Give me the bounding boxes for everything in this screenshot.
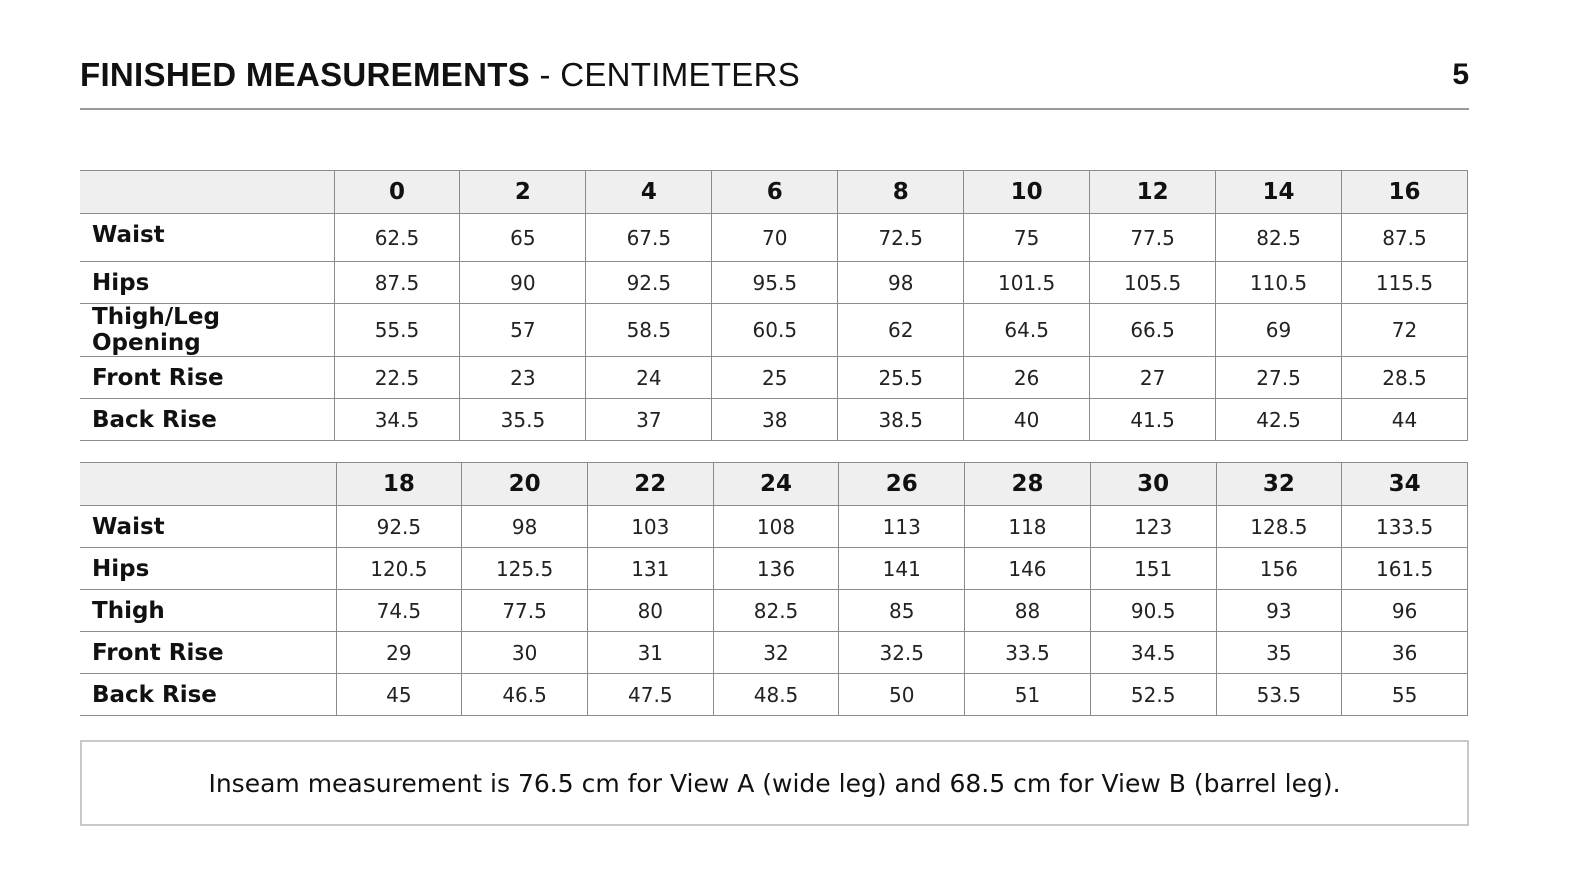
row-label: Waist [80,214,334,262]
table-row [80,262,1468,304]
measurement-cell: 46.5 [462,674,588,716]
measurement-cell: 24 [586,357,712,399]
measurement-cell: 47.5 [587,674,713,716]
size-header: 18 [336,463,462,506]
measurement-cell: 110.5 [1216,262,1342,304]
measurement-cell: 64.5 [964,304,1090,357]
size-header: 10 [964,171,1090,214]
table-header-row [80,171,1468,214]
measurement-cell: 87.5 [1342,214,1468,262]
measurement-cell: 108 [713,506,839,548]
measurement-cell: 69 [1216,304,1342,357]
measurement-cell: 92.5 [336,506,462,548]
size-header: 32 [1216,463,1342,506]
inseam-note-text: Inseam measurement is 76.5 cm for View A (wide leg) and 68.5 cm for View B (barrel leg). [208,768,1341,798]
measurement-cell: 41.5 [1090,399,1216,441]
size-header: 34 [1342,463,1468,506]
table-row [80,506,1468,548]
size-header: 16 [1342,171,1468,214]
title-unit: - CENTIMETERS [530,56,801,93]
inseam-note [80,740,1469,826]
measurement-cell: 72.5 [838,214,964,262]
measurement-cell: 27 [1090,357,1216,399]
measurement-cell: 115.5 [1342,262,1468,304]
measurement-cell: 38 [712,399,838,441]
measurement-cell: 146 [965,548,1091,590]
measurement-cell: 118 [965,506,1091,548]
measurement-cell: 55 [1342,674,1468,716]
row-label: Thigh/Leg Opening [80,304,334,357]
measurement-cell: 72 [1342,304,1468,357]
size-header: 2 [460,171,586,214]
size-header: 22 [587,463,713,506]
measurement-cell: 113 [839,506,965,548]
table-row [80,304,1468,357]
measurement-cell: 36 [1342,632,1468,674]
measurement-cell: 88 [965,590,1091,632]
size-header: 12 [1090,171,1216,214]
size-header: 24 [713,463,839,506]
measurement-cell: 25.5 [838,357,964,399]
row-label: Hips [80,548,336,590]
measurement-cell: 161.5 [1342,548,1468,590]
size-header: 4 [586,171,712,214]
size-header: 14 [1216,171,1342,214]
row-label: Thigh [80,590,336,632]
title-bold: FINISHED MEASUREMENTS [80,56,530,93]
table-row [80,548,1468,590]
size-header: 26 [839,463,965,506]
size-header: 8 [838,171,964,214]
measurement-cell: 101.5 [964,262,1090,304]
measurement-cell: 136 [713,548,839,590]
measurements-table-sizes-0-16 [80,170,1468,441]
measurement-cell: 23 [460,357,586,399]
table-row [80,214,1468,262]
measurement-cell: 35 [1216,632,1342,674]
table-row [80,357,1468,399]
measurement-cell: 125.5 [462,548,588,590]
measurement-cell: 75 [964,214,1090,262]
measurement-cell: 52.5 [1090,674,1216,716]
measurement-cell: 123 [1090,506,1216,548]
table-row [80,590,1468,632]
measurement-cell: 141 [839,548,965,590]
measurement-cell: 50 [839,674,965,716]
measurement-cell: 98 [462,506,588,548]
size-header: 20 [462,463,588,506]
row-label: Hips [80,262,334,304]
measurement-cell: 30 [462,632,588,674]
measurement-cell: 57 [460,304,586,357]
measurement-cell: 29 [336,632,462,674]
measurement-cell: 85 [839,590,965,632]
measurement-cell: 32 [713,632,839,674]
measurement-cell: 67.5 [586,214,712,262]
measurement-cell: 105.5 [1090,262,1216,304]
measurement-cell: 28.5 [1342,357,1468,399]
measurement-cell: 96 [1342,590,1468,632]
table-row [80,674,1468,716]
measurement-cell: 34.5 [1090,632,1216,674]
row-label: Front Rise [80,357,334,399]
table-row [80,632,1468,674]
header-corner-cell [80,171,334,214]
measurement-cell: 37 [586,399,712,441]
measurement-cell: 133.5 [1342,506,1468,548]
row-label: Front Rise [80,632,336,674]
measurement-cell: 98 [838,262,964,304]
size-header: 6 [712,171,838,214]
measurement-cell: 62.5 [334,214,460,262]
measurement-cell: 82.5 [1216,214,1342,262]
size-header: 30 [1090,463,1216,506]
measurement-cell: 58.5 [586,304,712,357]
measurement-cell: 34.5 [334,399,460,441]
measurement-cell: 156 [1216,548,1342,590]
row-label: Back Rise [80,674,336,716]
row-label: Back Rise [80,399,334,441]
measurement-cell: 66.5 [1090,304,1216,357]
measurement-cell: 77.5 [1090,214,1216,262]
size-header: 0 [334,171,460,214]
size-header: 28 [965,463,1091,506]
measurements-table-sizes-18-34 [80,462,1468,716]
measurement-cell: 55.5 [334,304,460,357]
measurement-cell: 65 [460,214,586,262]
measurement-cell: 82.5 [713,590,839,632]
measurement-cell: 33.5 [965,632,1091,674]
measurement-cell: 35.5 [460,399,586,441]
table-row [80,399,1468,441]
measurement-cell: 80 [587,590,713,632]
measurement-cell: 90.5 [1090,590,1216,632]
measurement-cell: 25 [712,357,838,399]
measurement-cell: 70 [712,214,838,262]
measurement-cell: 128.5 [1216,506,1342,548]
measurement-cell: 120.5 [336,548,462,590]
measurement-cell: 74.5 [336,590,462,632]
measurement-cell: 38.5 [838,399,964,441]
measurement-cell: 92.5 [586,262,712,304]
measurement-cell: 27.5 [1216,357,1342,399]
measurement-cell: 44 [1342,399,1468,441]
page-number: 5 [1452,58,1469,91]
row-label: Waist [80,506,336,548]
measurement-cell: 90 [460,262,586,304]
measurement-cell: 131 [587,548,713,590]
measurement-cell: 53.5 [1216,674,1342,716]
measurement-cell: 31 [587,632,713,674]
measurement-cell: 95.5 [712,262,838,304]
page-header [80,52,1469,110]
measurement-cell: 42.5 [1216,399,1342,441]
measurement-cell: 151 [1090,548,1216,590]
measurement-cell: 60.5 [712,304,838,357]
measurement-cell: 77.5 [462,590,588,632]
measurement-cell: 45 [336,674,462,716]
measurement-cell: 62 [838,304,964,357]
header-corner-cell [80,463,336,506]
measurement-cell: 40 [964,399,1090,441]
measurement-cell: 87.5 [334,262,460,304]
measurement-cell: 26 [964,357,1090,399]
measurement-cell: 48.5 [713,674,839,716]
measurement-cell: 51 [965,674,1091,716]
measurement-cell: 32.5 [839,632,965,674]
measurement-cell: 103 [587,506,713,548]
page-title [80,56,800,94]
table-header-row [80,463,1468,506]
measurement-cell: 22.5 [334,357,460,399]
measurement-cell: 93 [1216,590,1342,632]
